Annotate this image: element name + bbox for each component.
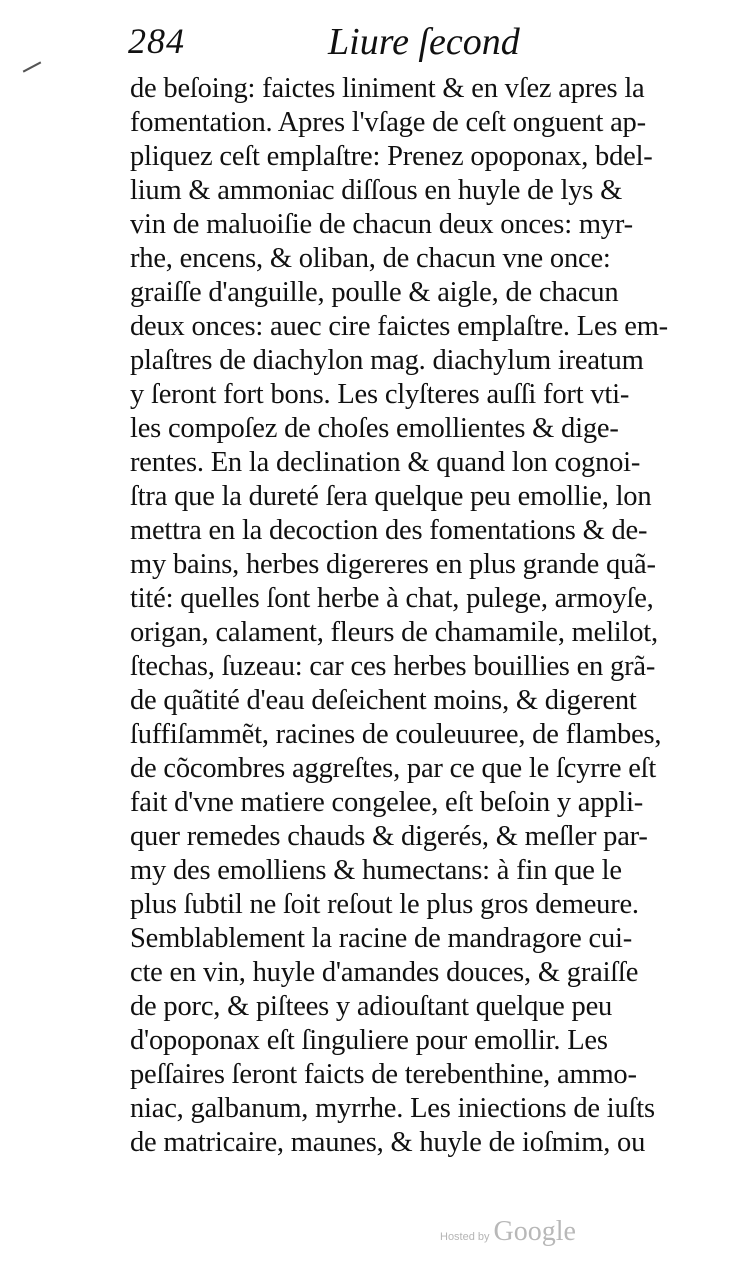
text-line: pliquez ceſt emplaſtre: Prenez opoponax, bdel- <box>130 141 653 172</box>
text-line: de matricaire, maunes, & huyle de ioſmim, ou <box>130 1127 646 1158</box>
text-line: niac, galbanum, myrrhe. Les iniections de iuſts <box>130 1093 655 1124</box>
running-title: Liure ſecond <box>328 21 520 63</box>
text-line: ſuffiſammẽt, racines de couleuuree, de flambes, <box>130 719 662 750</box>
text-line: quer remedes chauds & digerés, & meſler par- <box>130 821 648 852</box>
text-line: vin de maluoiſie de chacun deux onces: myr- <box>130 209 633 240</box>
text-line: plus ſubtil ne ſoit reſout le plus gros demeure. <box>130 889 639 920</box>
hosted-by-label: Hosted by <box>440 1231 490 1243</box>
text-line: my des emolliens & humectans: à fin que le <box>130 855 622 886</box>
google-logo: Google <box>493 1216 576 1247</box>
text-line: deux onces: auec cire faictes emplaſtre. Les em- <box>130 311 668 342</box>
margin-pen-mark <box>23 61 42 72</box>
text-line: rhe, encens, & oliban, de chacun vne once: <box>130 243 611 274</box>
text-line: y ſeront fort bons. Les clyſteres auſſi fort vti- <box>130 379 630 410</box>
text-line: ſtechas, ſuzeau: car ces herbes bouillies en grã- <box>130 651 656 682</box>
text-line: de quãtité d'eau deſeichent moins, & digerent <box>130 685 637 716</box>
text-line: fait d'vne matiere congelee, eſt beſoin y appli- <box>130 787 644 818</box>
text-line: Semblablement la racine de mandragore cui- <box>130 923 632 954</box>
text-line: my bains, herbes digereres en plus grande quã- <box>130 549 656 580</box>
text-line: de beſoing: faictes liniment & en vſez apres la <box>130 73 645 104</box>
text-line: peſſaires ſeront faicts de terebenthine, ammo- <box>130 1059 637 1090</box>
text-line: cte en vin, huyle d'amandes douces, & graiſſe <box>130 957 639 988</box>
page-number: 284 <box>128 21 185 61</box>
text-line: plaſtres de diachylon mag. diachylum ireatum <box>130 345 644 376</box>
text-line: mettra en la decoction des fomentations & de- <box>130 515 648 546</box>
text-line: de porc, & piſtees y adiouſtant quelque peu <box>130 991 613 1022</box>
body-text <box>130 72 696 1160</box>
text-line: graiſſe d'anguille, poulle & aigle, de chacun <box>130 277 619 308</box>
text-line: ſtra que la dureté ſera quelque peu emollie, lon <box>130 481 652 512</box>
hosted-by-google-watermark <box>440 1216 576 1256</box>
text-line: origan, calament, fleurs de chamamile, melilot, <box>130 617 658 648</box>
text-line: rentes. En la declination & quand lon cognoi- <box>130 447 641 478</box>
text-line: tité: quelles ſont herbe à chat, pulege, armoyſe, <box>130 583 654 614</box>
text-line: fomentation. Apres l'vſage de ceſt onguent ap- <box>130 107 646 138</box>
text-line: lium & ammoniac diſſous en huyle de lys & <box>130 175 623 206</box>
page-header <box>128 16 520 68</box>
text-line: de cõcombres aggreſtes, par ce que le ſcyrre eſt <box>130 753 657 784</box>
text-line: les compoſez de choſes emollientes & dige- <box>130 413 619 444</box>
text-line: d'opoponax eſt ſinguliere pour emollir. Les <box>130 1025 608 1056</box>
